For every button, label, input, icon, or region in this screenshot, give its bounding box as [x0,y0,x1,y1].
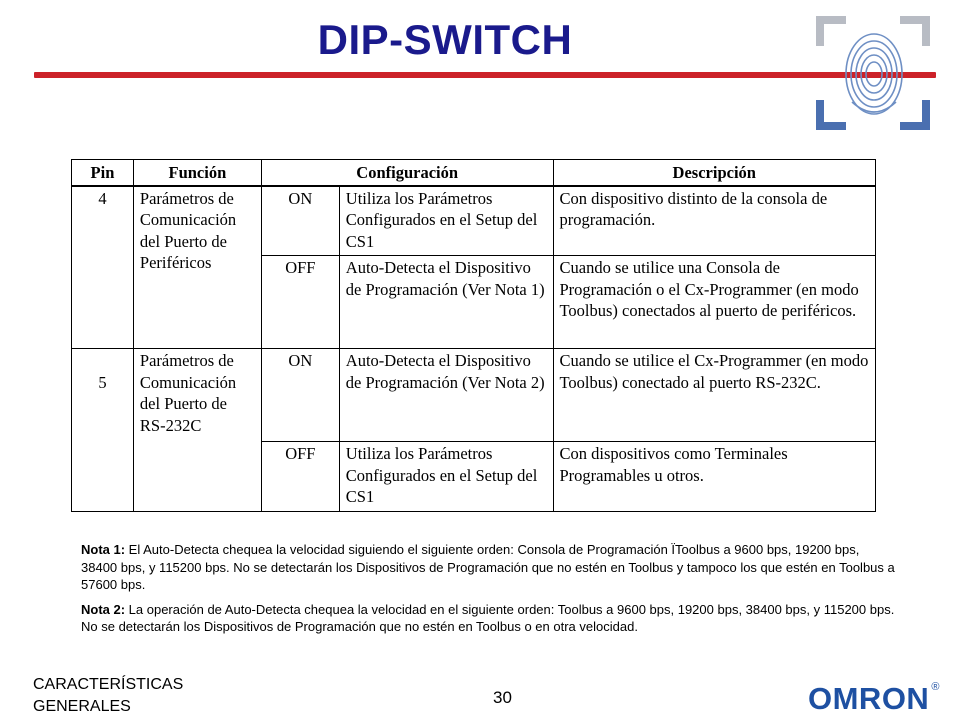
note-text: La operación de Auto-Detecta chequea la velocidad en el siguiente orden: Toolbus a 9600 bps, 19200 bps, 38400 bps, y 115200 bps. No se detectarán los Dispositivos de Programación que no estén en Toolbus o en otra velocidad. [81,601,895,634]
section-label-line1: CARACTERÍSTICAS [33,676,184,693]
omron-logo [808,681,940,717]
note-2 [81,601,896,636]
description-cell: Cuando se utilice el Cx-Programmer (en modo Toolbus) conectado al puerto RS-232C. [553,349,876,442]
table-row [72,349,876,442]
description-cell: Con dispositivo distinto de la consola de programación. [553,186,876,256]
config-cell: Utiliza los Parámetros Configurados en el Setup del CS1 [339,186,553,256]
description-cell: Con dispositivos como Terminales Programables u otros. [553,442,876,512]
config-cell: Auto-Detecta el Dispositivo de Programación (Ver Nota 2) [339,349,553,442]
description-cell: Cuando se utilice una Consola de Programación o el Cx-Programmer (en modo Toolbus) conectados al puerto de periféricos. [553,256,876,349]
setting-cell: OFF [261,256,339,349]
config-cell: Utiliza los Parámetros Configurados en el Setup del CS1 [339,442,553,512]
registered-mark: ® [931,681,940,693]
title-underline [34,72,936,78]
header-configuration: Configuración [261,160,553,186]
function-cell: Parámetros de Comunicación del Puerto de RS-232C [133,349,261,512]
pin-cell: 4 [72,186,134,349]
setting-cell: ON [261,186,339,256]
setting-cell: OFF [261,442,339,512]
header-function: Función [133,160,261,186]
note-label: Nota 1: [81,542,126,557]
section-label [33,674,183,718]
header-description: Descripción [553,160,876,186]
pin-value: 5 [98,373,107,392]
function-cell: Parámetros de Comunicación del Puerto de Periféricos [133,186,261,349]
table-row [72,186,876,256]
table-header-row [72,160,876,186]
section-label-line2: GENERALES [33,698,131,715]
note-label: Nota 2: [81,601,126,617]
notes-block [81,541,896,643]
header-pin: Pin [72,160,134,186]
config-cell: Auto-Detecta el Dispositivo de Programación (Ver Nota 1) [339,256,553,349]
brand-name: OMRON [808,681,930,716]
slide-title: DIP-SWITCH [317,16,573,63]
fingerprint-logo-icon [812,12,934,134]
pin-cell [72,349,134,512]
page-number: 30 [493,688,512,707]
dip-switch-table [71,159,876,512]
setting-cell: ON [261,349,339,442]
note-text: El Auto-Detecta chequea la velocidad siguiendo el siguiente orden: Consola de Programación ΪToolbus a 9600 bps, 19200 bps, 38400 bps, y 115200 bps. No se detectarán los Dispositivos de Programación que no estén en Toolbus y tampoco los que estén en Toolbus a 57600 bps. [81,542,895,592]
note-1 [81,541,896,594]
